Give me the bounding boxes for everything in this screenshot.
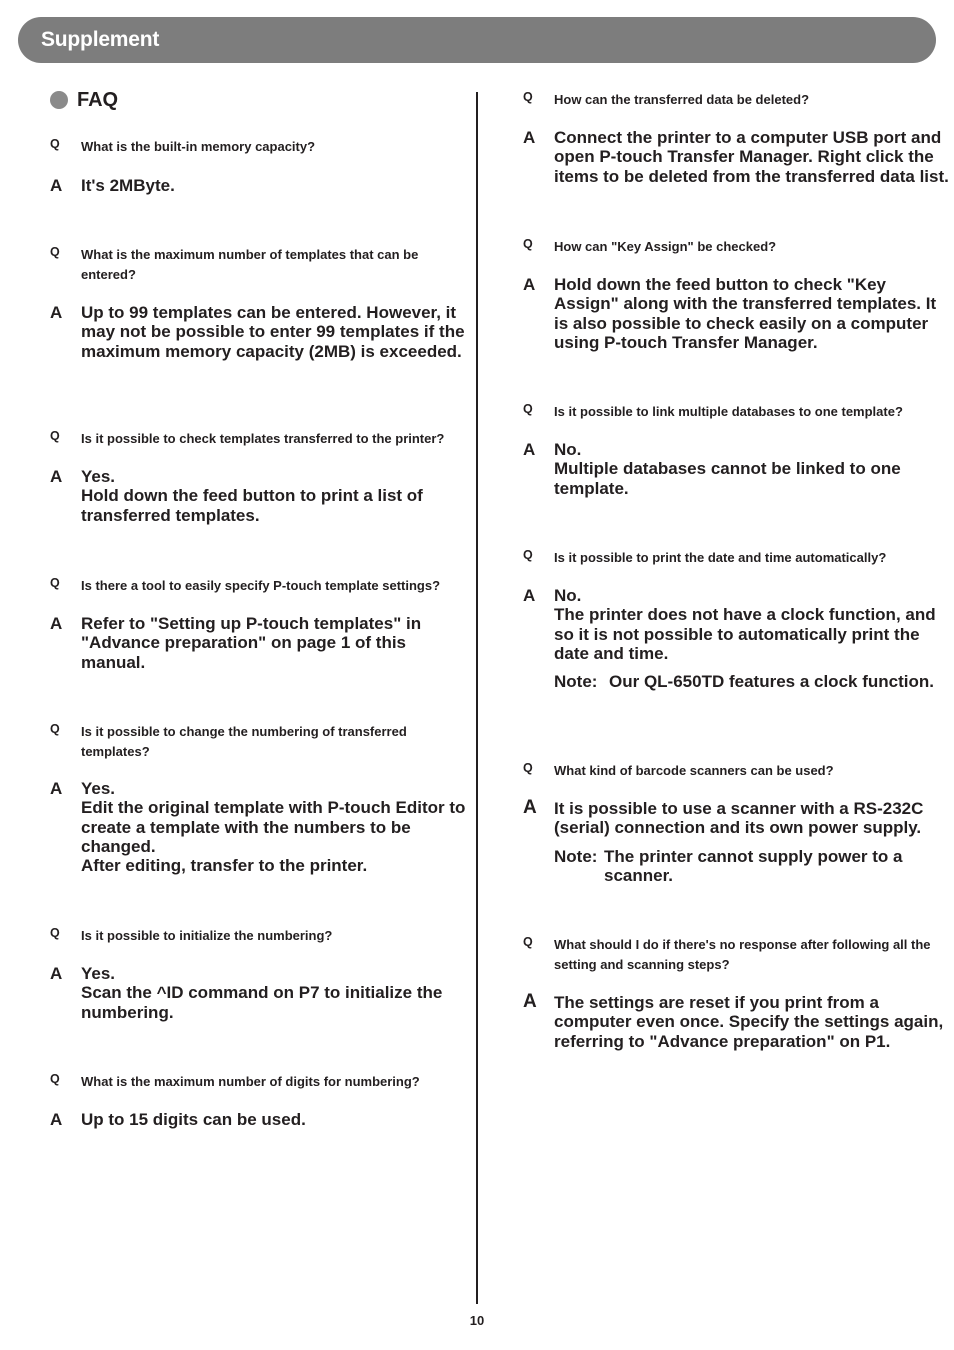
answer-label: A <box>523 797 537 818</box>
answer-text: Up to 15 digits can be used. <box>81 1110 306 1129</box>
answer-text: Hold down the feed button to check "Key Assign" along with the transferred templates. It is also possible to check easily on a computer using P-touch Transfer Manager. <box>554 275 937 352</box>
answer-text: Yes. Hold down the feed button to print a list of transferred templates. <box>81 467 423 525</box>
answer-label: A <box>523 586 536 605</box>
answer-label: A <box>50 779 63 798</box>
question-text: What kind of barcode scanners can be used? <box>554 763 834 778</box>
answer-text: It is possible to use a scanner with a RS-232C (serial) connection and its own power supply. <box>554 799 924 838</box>
question-text: Is it possible to print the date and time automatically? <box>554 550 887 565</box>
answer-label: A <box>50 176 63 195</box>
answer-text: Connect the printer to a computer USB port and open P-touch Transfer Manager. Right click the items to be deleted from the transferred data list. <box>554 128 949 186</box>
question-label: Q <box>50 926 60 940</box>
section-header-bar <box>18 17 936 63</box>
answer-label: A <box>50 303 63 322</box>
answer-label: A <box>50 467 63 486</box>
question-text: What is the built-in memory capacity? <box>81 139 316 154</box>
question-label: Q <box>50 429 60 443</box>
answer-label: A <box>50 964 63 983</box>
question-label: Q <box>523 402 533 416</box>
question-text: Is it possible to initialize the numbering? <box>81 928 333 943</box>
answer-label: A <box>523 128 536 147</box>
question-label: Q <box>50 245 60 259</box>
answer-text: No. The printer does not have a clock function, and so it is not possible to automatically print the date and time. <box>554 586 936 663</box>
bullet-dot-icon <box>50 91 68 109</box>
question-label: Q <box>50 137 60 151</box>
question-text: How can the transferred data be deleted? <box>554 92 810 107</box>
question-text: What should I do if there's no response after following all the setting and scanning steps? <box>554 937 931 972</box>
answer-text: No. Multiple databases cannot be linked to one template. <box>554 440 901 498</box>
question-label: Q <box>50 1072 60 1086</box>
answer-text: Yes. Edit the original template with P-touch Editor to create a template with the numbers to be changed. After editing, transfer to the printer. <box>81 779 466 876</box>
column-divider <box>476 92 478 1304</box>
note-prefix: Note: <box>554 847 598 866</box>
answer-text: Yes. Scan the ^ID command on P7 to initialize the numbering. <box>81 964 443 1022</box>
answer-label: A <box>523 440 536 459</box>
question-text: Is it possible to change the numbering of transferred templates? <box>81 724 407 759</box>
note-block <box>554 672 949 691</box>
question-label: Q <box>50 722 60 736</box>
note-text: The printer cannot supply power to a scanner. <box>604 847 903 886</box>
answer-label: A <box>523 275 536 294</box>
question-text: Is there a tool to easily specify P-touch template settings? <box>81 578 441 593</box>
note-text: Our QL-650TD features a clock function. <box>609 672 934 691</box>
question-label: Q <box>523 761 533 775</box>
note-block <box>554 847 949 886</box>
note-prefix: Note: <box>554 672 598 691</box>
question-text: What is the maximum number of templates that can be entered? <box>81 247 419 282</box>
answer-text: Up to 99 templates can be entered. However, it may not be possible to enter 99 templates if the maximum memory capacity (2MB) is exceeded. <box>81 303 465 361</box>
question-label: Q <box>523 935 533 949</box>
question-text: Is it possible to link multiple databases to one template? <box>554 404 903 419</box>
answer-label: A <box>50 614 63 633</box>
question-text: How can "Key Assign" be checked? <box>554 239 777 254</box>
header-title: Supplement <box>41 28 160 51</box>
question-label: Q <box>523 237 533 251</box>
answer-text: Refer to "Setting up P-touch templates" in "Advance preparation" on page 1 of this manual. <box>81 614 422 672</box>
answer-label: A <box>50 1110 63 1129</box>
question-text: What is the maximum number of digits for numbering? <box>81 1074 420 1089</box>
question-label: Q <box>523 90 533 104</box>
answer-text: It's 2MByte. <box>81 176 175 195</box>
answer-label: A <box>523 991 537 1012</box>
question-text: Is it possible to check templates transferred to the printer? <box>81 431 445 446</box>
page-number: 10 <box>469 1313 485 1328</box>
answer-text: The settings are reset if you print from a computer even once. Specify the settings again, referring to "Advance preparation" on P1. <box>554 993 944 1051</box>
faq-title: FAQ <box>77 89 119 111</box>
question-label: Q <box>50 576 60 590</box>
question-label: Q <box>523 548 533 562</box>
